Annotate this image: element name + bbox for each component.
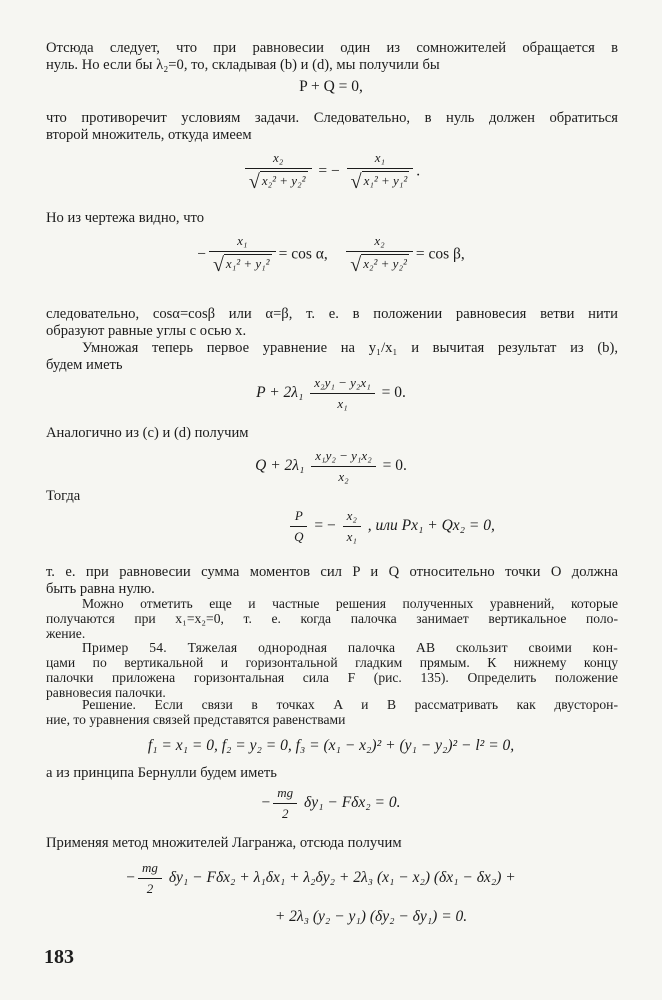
text-line: нуль. Но если бы λ₂=0, то, складывая (b) и (d), мы получили бы [46, 57, 440, 73]
text-line: образуют равные углы с осью x. [46, 323, 247, 339]
text-line: Отсюда следует, что при равновесии один из сомножителей обращается в [46, 40, 618, 56]
text-line: следовательно, cosα=cosβ или α=β, т. е. в положении равновесия ветви нити [46, 306, 618, 322]
text-line: Применяя метод множителей Лагранжа, отсюда получим [46, 835, 402, 851]
text-line: Тогда [46, 488, 81, 504]
text-line: палочки приложена горизонтальная сила F (рис. 135). Определить положение [46, 670, 618, 685]
text-line: жение. [46, 626, 86, 641]
equation: Q + 2λ₁ $\frac{\text{x₁y₂ − y₁x₂}}{\text{x₂}}$ = 0. [255, 448, 407, 484]
text-line: будем иметь [46, 357, 123, 373]
text-line: а из принципа Бернулли будем иметь [46, 765, 277, 781]
equation: P + 2λ₁ $\frac{\text{x₂y₁ − y₂x₁}}{\text{x₁}}$ = 0. [256, 375, 406, 411]
equation: P + Q = 0, [299, 78, 363, 95]
text-line: равновесия палочки. [46, 685, 166, 700]
text-line: ние, то уравнения связей представятся равенствами [46, 712, 346, 727]
equation: − $\frac{\text{x₁}}{\text{√ x₁² + y₁²}}$ = cos α, $\frac{\text{x₂}}{\text{√ x₂² + y₂²}}$ = cos β, [197, 233, 465, 276]
text-line: т. е. при равновесии сумма моментов сил P и Q относительно точки O должна [46, 564, 618, 580]
text-line: цами по вертикальной и горизонтальной гладким прямым. К нижнему концу [46, 655, 618, 670]
text-line: Пример 54. Тяжелая однородная палочка AB скользит своими кон- [82, 640, 618, 655]
equation: $\frac{\text{x₂}}{\text{√ x₂² + y₂²}}$ = − $\frac{\text{x₁}}{\text{√ x₁² + y₁²}}$ . [0, 150, 662, 194]
text-line: Но из чертежа видно, что [46, 210, 205, 226]
page-number: 183 [44, 946, 74, 968]
equation: f₁ = x₁ = 0, f₂ = y₂ = 0, f₃ = (x₁ − x₂)² + (y₁ − y₂)² − l² = 0, [147, 737, 515, 754]
text-line: что противоречит условиям задачи. Следовательно, в нуль должен обратиться [46, 110, 618, 126]
equation: + 2λ₃ (y₂ − y₁) (δy₂ − δy₁) = 0. [274, 908, 468, 925]
text-line: Решение. Если связи в точках A и B рассматривать как двусторон- [82, 697, 618, 712]
text-line: второй множитель, откуда имеем [46, 127, 252, 143]
text-line: быть равна нулю. [46, 581, 155, 597]
equation: − $\frac{mg}{2}$ δy₁ − Fδx₂ = 0. [261, 785, 401, 821]
equation: − $\frac{mg}{2}$ δy₁ − Fδx₂ + λ₁δx₁ + λ₂δy₂ + 2λ₃ (x₁ − x₂) (δx₁ − δx₂) + [126, 860, 516, 896]
equation: $\frac{P}{Q}$ = − $\frac{\text{x₂}}{\text{x₁}}$ , или Px₁ + Qx₂ = 0, [60, 508, 662, 545]
text-line: Умножая теперь первое уравнение на y₁/x₁ и вычитая результат из (b), [82, 340, 618, 356]
text-line: Аналогично из (с) и (d) получим [46, 425, 249, 441]
text-line: Можно отметить еще и частные решения полученных уравнений, которые [82, 596, 618, 611]
text-line: получаются при x₁=x₂=0, т. е. когда палочка занимает вертикальное поло- [46, 611, 618, 626]
